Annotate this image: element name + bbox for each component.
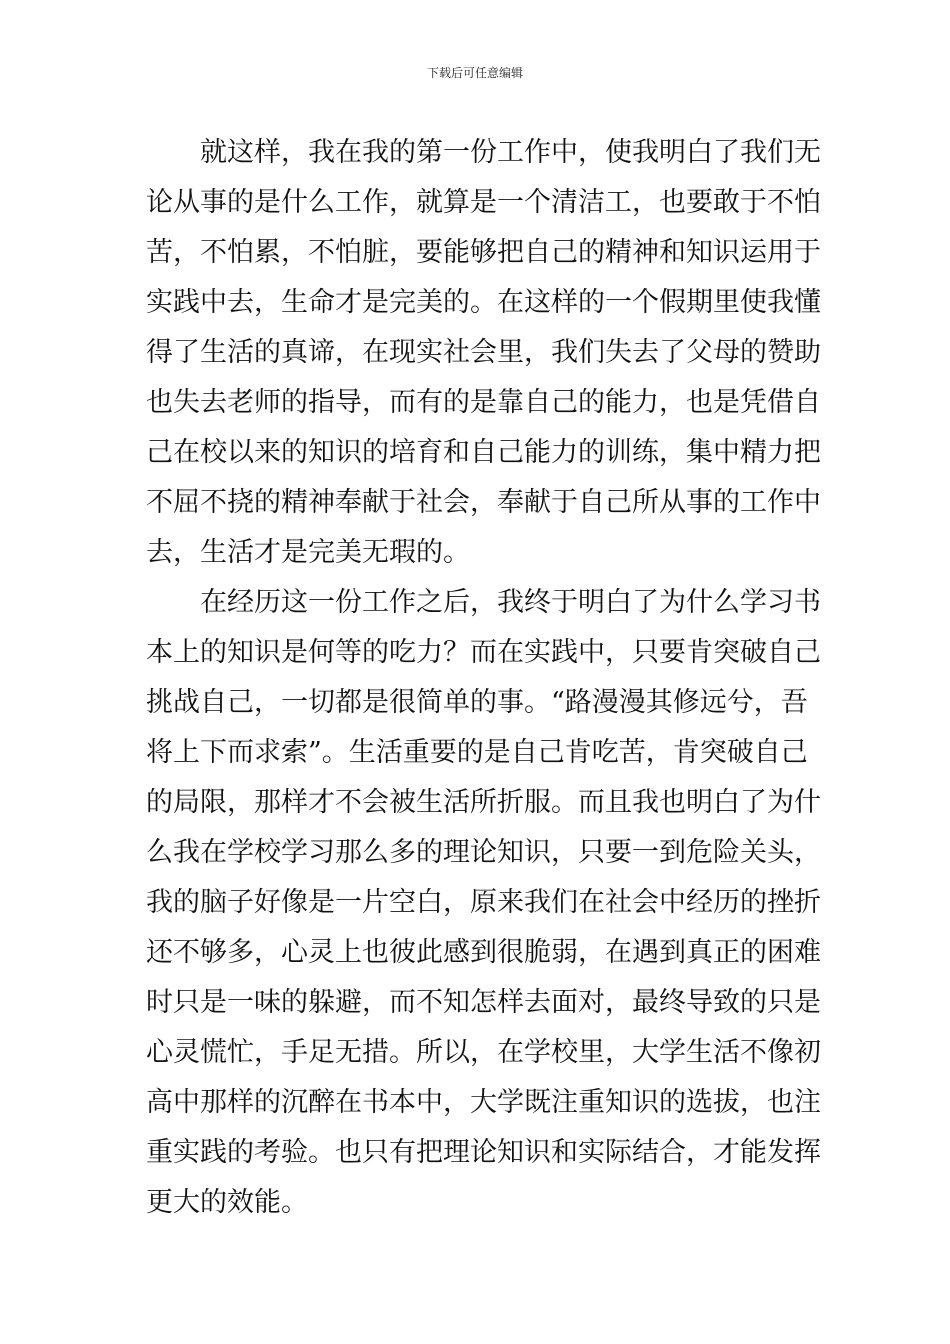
text-line: 重实践的考验。也只有把理论知识和实际结合，才能发挥 xyxy=(146,1137,821,1168)
text-line: 的局限，那样才不会被生活所折服。而且我也明白了为什 xyxy=(146,787,821,818)
text-line: 将上下而求索”。生活重要的是自己肯吃苦，肯突破自己 xyxy=(146,737,808,768)
page-header: 下载后可任意编辑 xyxy=(426,66,523,80)
body-text xyxy=(146,128,821,1228)
text-line: 挑战自己，一切都是很简单的事。“路漫漫其修远兮，吾 xyxy=(146,687,808,718)
text-line: 论从事的是什么工作，就算是一个清洁工，也要敢于不怕 xyxy=(146,187,821,218)
text-line: 不屈不挠的精神奉献于社会，奉献于自己所从事的工作中 xyxy=(146,487,821,518)
text-line: 就这样，我在我的第一份工作中，使我明白了我们无 xyxy=(200,137,821,168)
text-line: 么我在学校学习那么多的理论知识，只要一到危险关头， xyxy=(146,837,821,868)
text-line: 本上的知识是何等的吃力？而在实践中，只要肯突破自己 xyxy=(146,637,821,668)
text-line: 去，生活才是完美无瑕的。 xyxy=(146,537,470,568)
text-line: 己在校以来的知识的培育和自己能力的训练，集中精力把 xyxy=(146,437,821,468)
text-line: 也失去老师的指导，而有的是靠自己的能力，也是凭借自 xyxy=(146,387,821,418)
text-line: 我的脑子好像是一片空白，原来我们在社会中经历的挫折 xyxy=(146,887,821,918)
text-line: 时只是一味的躲避，而不知怎样去面对，最终导致的只是 xyxy=(146,987,821,1018)
paragraph-1 xyxy=(146,128,821,578)
text-line: 高中那样的沉醉在书本中，大学既注重知识的选拔，也注 xyxy=(146,1087,821,1118)
paragraph-2 xyxy=(146,578,821,1228)
text-line: 实践中去，生命才是完美的。在这样的一个假期里使我懂 xyxy=(146,287,821,318)
text-line: 心灵慌忙，手足无措。所以，在学校里，大学生活不像初 xyxy=(146,1037,821,1068)
text-line: 更大的效能。 xyxy=(146,1187,308,1218)
text-line: 得了生活的真谛，在现实社会里，我们失去了父母的赞助 xyxy=(146,337,821,368)
text-line: 苦，不怕累，不怕脏，要能够把自己的精神和知识运用于 xyxy=(146,237,821,268)
text-line: 还不够多，心灵上也彼此感到很脆弱，在遇到真正的困难 xyxy=(146,937,821,968)
text-line: 在经历这一份工作之后，我终于明白了为什么学习书 xyxy=(200,587,821,618)
